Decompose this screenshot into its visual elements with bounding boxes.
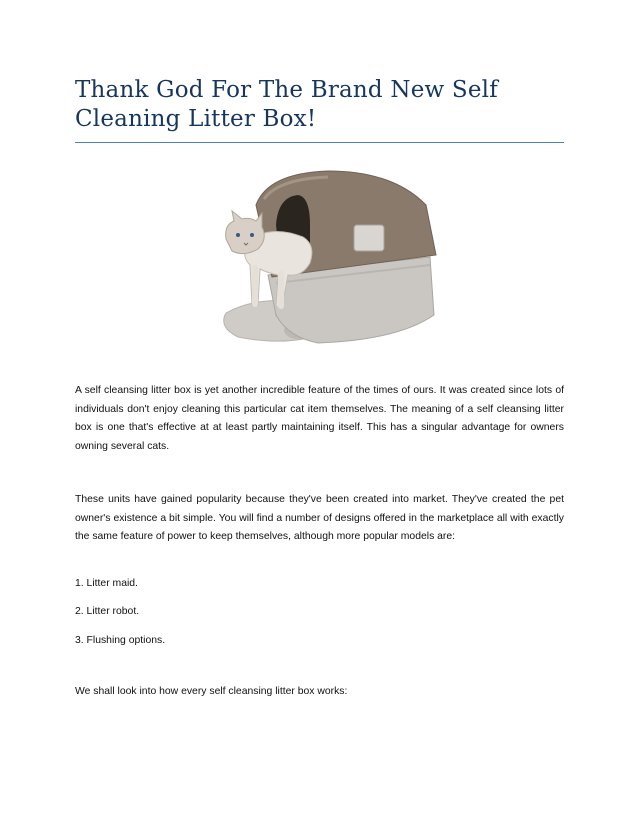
paragraph-popularity: These units have gained popularity because they've been created into market. They've created the pet owner's existence a bit simple. You will find a number of designs offered in the marketplace all with exactly the same feature of power to keep themselves, although more popular models are: (75, 494, 564, 542)
paragraph-intro: A self cleansing litter box is yet another incredible feature of the times of ours. It was created since lots of individuals don't enjoy cleaning this particular cat item themselves. The meaning of a self cleansing litter box is one that's effective at at least partly maintaining itself. This has a singular advantage for owners owning several cats. (75, 385, 564, 452)
cat-litter-box-illustration (198, 165, 443, 360)
list-item: 1. Litter maid. (75, 578, 138, 589)
list-item: 3. Flushing options. (75, 635, 166, 646)
page-title: Thank God For The Brand New Self Cleaning Litter Box! (75, 77, 498, 132)
paragraph-closing: We shall look into how every self cleansing litter box works: (75, 686, 348, 697)
cat-litter-box-photo (198, 165, 443, 360)
list-item: 2. Litter robot. (75, 606, 140, 617)
title-underline (75, 142, 564, 143)
